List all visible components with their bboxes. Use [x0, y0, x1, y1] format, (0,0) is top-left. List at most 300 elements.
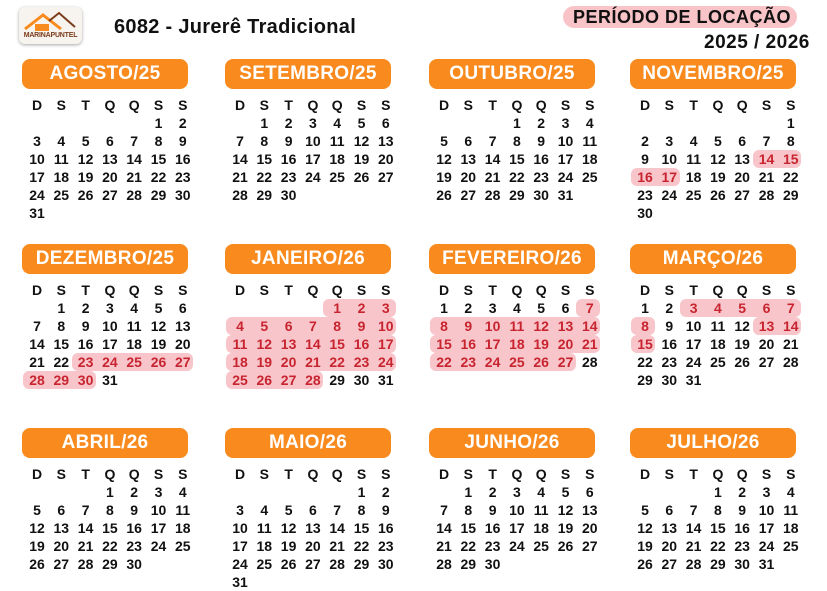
- calendar-day: 29: [509, 187, 525, 203]
- calendar-day: 3: [308, 115, 317, 131]
- weekday-label: S: [381, 282, 391, 298]
- calendar-day: 17: [232, 538, 248, 554]
- calendar-day-rented: 17: [484, 336, 501, 352]
- calendar-day: 12: [353, 133, 370, 149]
- calendar-day-rented: 9: [464, 318, 473, 334]
- calendar-day-rented: 15: [637, 336, 653, 352]
- calendar-day: 23: [734, 538, 750, 554]
- calendar-day: 4: [786, 484, 795, 500]
- calendar-day: 13: [305, 520, 321, 536]
- weekday-label: D: [234, 466, 246, 482]
- calendar-day: 23: [126, 538, 142, 554]
- weekday-label: T: [81, 466, 90, 482]
- logo-text: MARINAPUNTEL: [23, 32, 78, 39]
- month-header: DEZEMBRO/25: [22, 244, 188, 274]
- weekday-label: T: [689, 282, 698, 298]
- calendar-day: 4: [333, 115, 342, 131]
- calendar-day: 3: [488, 300, 497, 316]
- calendar-day: 30: [378, 556, 394, 572]
- calendar-day: 12: [436, 151, 452, 167]
- calendar-day-rented: 23: [353, 354, 370, 370]
- calendar-day: 20: [102, 169, 118, 185]
- calendar-day: 31: [102, 372, 118, 388]
- calendar-day: 20: [53, 538, 70, 554]
- calendar-day: 18: [329, 151, 345, 167]
- calendar-day: 4: [537, 484, 546, 500]
- calendar-day: 3: [512, 484, 521, 500]
- rental-years: 2025 / 2026: [704, 32, 810, 53]
- weekday-label: Q: [104, 282, 116, 298]
- calendar-day: 27: [758, 354, 775, 370]
- calendar-day: 27: [661, 556, 678, 572]
- calendar-day: 11: [175, 502, 191, 518]
- weekday-label: S: [381, 97, 391, 113]
- weekday-label: D: [234, 97, 246, 113]
- weekday-label: Q: [535, 466, 547, 482]
- calendar-day: 26: [637, 556, 653, 572]
- calendar-day-rented: 2: [357, 300, 366, 316]
- weekday-label: Q: [736, 466, 748, 482]
- calendar-day: 26: [710, 187, 726, 203]
- calendar-day: 20: [378, 151, 394, 167]
- calendar-day: 5: [561, 484, 570, 500]
- calendar-day-rented: 13: [557, 318, 574, 334]
- weekday-label: S: [153, 466, 164, 482]
- calendar-day: 9: [488, 502, 497, 518]
- calendar-day: 16: [378, 520, 394, 536]
- calendar-day: 9: [81, 318, 90, 334]
- calendar-day-rented: 14: [582, 318, 598, 334]
- calendar-day-rented: 29: [53, 372, 70, 388]
- calendar-day-rented: 13: [758, 318, 775, 334]
- calendar-day: 2: [488, 484, 497, 500]
- calendar-day: 18: [126, 336, 142, 352]
- calendar-day-rented: 24: [378, 354, 394, 370]
- calendar-day: 23: [280, 169, 297, 185]
- weekday-label: S: [463, 282, 473, 298]
- calendar-day: 8: [260, 133, 269, 149]
- calendar-day-rented: 25: [126, 354, 142, 370]
- month-calendar: [429, 59, 601, 219]
- calendar-day-rented: 17: [378, 336, 394, 352]
- calendar-day: 15: [53, 336, 70, 352]
- calendar-day: 14: [329, 520, 345, 536]
- weekday-label: S: [664, 466, 674, 482]
- weekday-label: S: [560, 466, 571, 482]
- calendar-day: 17: [305, 151, 321, 167]
- month-header: MAIO/26: [225, 428, 391, 458]
- calendar-day: 5: [81, 133, 90, 149]
- calendar-day: 28: [436, 556, 452, 572]
- calendar-day-rented: 4: [713, 300, 722, 316]
- weekday-label: D: [438, 97, 450, 113]
- weekday-label: Q: [331, 466, 343, 482]
- calendar-day: 19: [710, 169, 726, 185]
- calendar-day: 15: [256, 151, 273, 167]
- calendar-day-rented: 27: [557, 354, 574, 370]
- calendar-day: 3: [665, 133, 674, 149]
- calendar-day: 8: [786, 133, 795, 149]
- weekday-label: Q: [331, 97, 343, 113]
- weekday-label: D: [438, 282, 450, 298]
- weekday-label: Q: [712, 282, 724, 298]
- calendar-day: 28: [783, 354, 799, 370]
- calendar-day: 23: [637, 187, 653, 203]
- calendar-day: 30: [280, 187, 297, 203]
- calendar-day: 22: [783, 169, 799, 185]
- calendar-day: 18: [783, 520, 799, 536]
- calendar-day: 28: [685, 556, 702, 572]
- calendar-day: 10: [758, 502, 775, 518]
- calendar-day: 31: [685, 372, 702, 388]
- calendar-day: 24: [305, 169, 321, 185]
- calendar-day-rented: 7: [786, 300, 795, 316]
- calendar-day: 19: [436, 169, 452, 185]
- calendar-day: 16: [77, 336, 94, 352]
- calendar-day: 20: [734, 169, 750, 185]
- calendar-day-rented: 8: [333, 318, 342, 334]
- calendar-day: 14: [232, 151, 248, 167]
- calendar-day: 27: [378, 169, 394, 185]
- calendar-day-rented: 18: [509, 336, 525, 352]
- calendar-day-rented: 21: [305, 354, 321, 370]
- calendar-day: 17: [758, 520, 775, 536]
- calendar-day-rented: 16: [637, 169, 653, 185]
- calendar-day: 15: [150, 151, 167, 167]
- calendar-day: 21: [436, 538, 452, 554]
- calendar-day: 28: [232, 187, 248, 203]
- calendar-day: 5: [357, 115, 366, 131]
- calendar-day: 16: [175, 151, 191, 167]
- calendar-day: 17: [557, 151, 574, 167]
- calendar-day-rented: 14: [783, 318, 799, 334]
- calendar-day: 19: [150, 336, 167, 352]
- calendar-day: 29: [329, 372, 345, 388]
- calendar-day: 21: [329, 538, 345, 554]
- calendar-day: 11: [533, 502, 549, 518]
- calendar-day: 22: [256, 169, 273, 185]
- calendar-day: 14: [77, 520, 94, 536]
- weekday-label: T: [81, 282, 90, 298]
- calendar-day: 26: [557, 538, 574, 554]
- calendar-day: 28: [484, 187, 501, 203]
- calendar-day: 20: [582, 520, 598, 536]
- calendar-day: 19: [29, 538, 45, 554]
- calendar-day: 14: [484, 151, 501, 167]
- calendar-day: 17: [150, 520, 167, 536]
- calendar-day-rented: 28: [29, 372, 45, 388]
- calendar-day: 31: [378, 372, 394, 388]
- calendar-day: 27: [305, 556, 321, 572]
- calendar-day: 14: [29, 336, 45, 352]
- weekday-label: D: [31, 466, 43, 482]
- calendar-day: 20: [460, 169, 477, 185]
- calendar-day-rented: 11: [232, 336, 248, 352]
- calendar-day-rented: 25: [509, 354, 525, 370]
- rental-period-badge: PERÍODO DE LOCAÇÃO: [563, 6, 797, 28]
- calendar-day: 25: [783, 538, 799, 554]
- weekday-label: S: [356, 282, 367, 298]
- weekday-label: Q: [511, 97, 523, 113]
- calendar-day-rented: 25: [232, 372, 248, 388]
- month-header: JANEIRO/26: [225, 244, 391, 274]
- calendar-day: 28: [77, 556, 94, 572]
- calendar-day: 19: [557, 520, 574, 536]
- weekday-label: S: [560, 97, 571, 113]
- calendar-day: 13: [53, 520, 70, 536]
- weekday-label: Q: [307, 466, 319, 482]
- weekday-label: Q: [712, 97, 724, 113]
- calendar-day: 8: [357, 502, 366, 518]
- calendar-day: 28: [582, 354, 598, 370]
- weekday-label: D: [31, 97, 43, 113]
- weekday-label: Q: [511, 466, 523, 482]
- calendar-day: 7: [689, 502, 698, 518]
- calendar-day: 25: [710, 354, 726, 370]
- calendar-day: 13: [460, 151, 477, 167]
- calendar-day: 12: [150, 318, 167, 334]
- calendar-day: 19: [353, 151, 370, 167]
- calendar-day: 3: [33, 133, 41, 149]
- calendar-day: 15: [102, 520, 118, 536]
- calendar-day-rented: 11: [509, 318, 525, 334]
- calendar-day: 7: [762, 133, 771, 149]
- calendar-day: 25: [582, 169, 598, 185]
- calendar-day: 20: [661, 538, 678, 554]
- calendar-day: 2: [284, 115, 293, 131]
- weekday-label: S: [463, 466, 473, 482]
- calendar-day-rented: 23: [460, 354, 477, 370]
- calendar-day-rented: 24: [484, 354, 501, 370]
- calendar-day: 6: [665, 502, 674, 518]
- calendar-day-rented: 24: [102, 354, 118, 370]
- calendar-day: 21: [77, 538, 94, 554]
- calendar-day: 29: [460, 556, 477, 572]
- calendar-day-rented: 27: [280, 372, 297, 388]
- calendar-day: 9: [665, 318, 674, 334]
- calendar-day: 23: [661, 354, 678, 370]
- weekday-label: S: [381, 466, 391, 482]
- calendar-day-rented: 1: [333, 300, 342, 316]
- calendar-day-rented: 10: [378, 318, 394, 334]
- calendar-day-rented: 28: [305, 372, 321, 388]
- calendar-day: 10: [509, 502, 525, 518]
- month-calendar: [630, 244, 802, 404]
- calendar-day: 10: [232, 520, 248, 536]
- calendar-day: 15: [710, 520, 726, 536]
- calendar-day-rented: 14: [758, 151, 775, 167]
- calendar-day: 12: [710, 151, 726, 167]
- calendar-day: 15: [460, 520, 477, 536]
- calendar-day-rented: 19: [256, 354, 273, 370]
- calendar-day: 6: [464, 133, 473, 149]
- calendar-day: 26: [280, 556, 297, 572]
- calendar-day: 8: [57, 318, 66, 334]
- calendar-day: 11: [582, 133, 598, 149]
- weekday-label: Q: [307, 97, 319, 113]
- weekday-label: S: [786, 466, 796, 482]
- calendar-day: 23: [378, 538, 394, 554]
- calendar-day: 22: [353, 538, 370, 554]
- calendar-day: 1: [260, 115, 269, 131]
- weekday-label: T: [284, 282, 293, 298]
- weekday-label: S: [56, 282, 66, 298]
- weekday-label: S: [178, 97, 188, 113]
- calendar-day: 18: [582, 151, 598, 167]
- calendar-day: 28: [329, 556, 345, 572]
- weekday-label: Q: [712, 466, 724, 482]
- calendar-day: 31: [232, 574, 248, 590]
- month-calendar: [429, 244, 601, 404]
- weekday-label: S: [786, 282, 796, 298]
- calendar-day: 1: [713, 484, 722, 500]
- calendar-day: 25: [685, 187, 702, 203]
- weekday-label: S: [56, 97, 66, 113]
- calendar-day-rented: 15: [436, 336, 452, 352]
- calendar-day: 24: [509, 538, 525, 554]
- calendar-day-rented: 8: [440, 318, 448, 334]
- calendar-day: 12: [637, 520, 653, 536]
- weekday-label: T: [284, 466, 293, 482]
- calendar-day: 2: [665, 300, 674, 316]
- calendar-day: 9: [178, 133, 187, 149]
- calendar-day: 21: [484, 169, 501, 185]
- calendar-day: 27: [582, 538, 598, 554]
- calendar-day: 26: [734, 354, 750, 370]
- calendar-day-rented: 3: [381, 300, 390, 316]
- calendar-day: 11: [256, 520, 272, 536]
- calendar-day: 13: [102, 151, 118, 167]
- calendar-day: 7: [130, 133, 139, 149]
- calendar-day: 1: [641, 300, 649, 316]
- calendar-day: 5: [440, 133, 448, 149]
- calendar-day-rented: 20: [557, 336, 574, 352]
- calendar-day: 12: [77, 151, 94, 167]
- weekday-label: Q: [511, 282, 523, 298]
- calendar-day: 4: [178, 484, 187, 500]
- weekday-label: Q: [128, 282, 140, 298]
- weekday-label: S: [761, 466, 772, 482]
- calendar-day: 4: [57, 133, 66, 149]
- calendar-day-rented: 15: [783, 151, 799, 167]
- calendar-day: 11: [710, 318, 726, 334]
- calendar-day: 10: [29, 151, 45, 167]
- weekday-label: Q: [736, 282, 748, 298]
- calendar-day: 25: [53, 187, 70, 203]
- calendar-day: 18: [710, 336, 726, 352]
- calendar-day: 4: [130, 300, 139, 316]
- calendar-day: 21: [29, 354, 45, 370]
- calendar-day-rented: 27: [175, 354, 191, 370]
- calendar-day-rented: 5: [738, 300, 747, 316]
- calendar-day: 23: [484, 538, 501, 554]
- calendar-day: 6: [308, 502, 317, 518]
- calendar-day: 31: [758, 556, 775, 572]
- calendar-day-rented: 8: [641, 318, 649, 334]
- calendar-day: 5: [713, 133, 722, 149]
- calendar-day: 4: [585, 115, 594, 131]
- calendar-day: 3: [105, 300, 114, 316]
- calendar-day: 7: [488, 133, 497, 149]
- calendar-day: 11: [53, 151, 69, 167]
- calendar-day: 9: [738, 502, 747, 518]
- calendar-day: 9: [284, 133, 293, 149]
- calendar-day: 15: [509, 151, 525, 167]
- calendar-day: 16: [661, 336, 678, 352]
- calendar-day: 5: [641, 502, 649, 518]
- calendar-day-rented: 12: [256, 336, 273, 352]
- calendar-day: 6: [57, 502, 66, 518]
- calendar-day: 11: [329, 133, 345, 149]
- calendar-day: 1: [786, 115, 795, 131]
- calendar-day: 31: [29, 205, 45, 221]
- weekday-label: S: [463, 97, 473, 113]
- property-title: 6082 - Jurerê Tradicional: [114, 16, 357, 38]
- calendar-day-rented: 17: [661, 169, 678, 185]
- calendar-day: 6: [105, 133, 114, 149]
- weekday-label: S: [585, 282, 595, 298]
- calendar-day-rented: 13: [280, 336, 297, 352]
- calendar-day: 6: [381, 115, 390, 131]
- weekday-label: Q: [535, 97, 547, 113]
- calendar-day: 2: [130, 484, 139, 500]
- calendar-day-rented: 10: [484, 318, 501, 334]
- calendar-day: 13: [175, 318, 191, 334]
- calendar-day: 11: [686, 151, 701, 167]
- calendar-day: 22: [102, 538, 118, 554]
- calendar-day-rented: 22: [436, 354, 452, 370]
- calendar-day: 25: [175, 538, 191, 554]
- calendar-day: 25: [256, 556, 273, 572]
- calendar-day: 9: [537, 133, 546, 149]
- weekday-label: Q: [307, 282, 319, 298]
- calendar-day: 27: [53, 556, 70, 572]
- calendar-day: 20: [305, 538, 321, 554]
- month-calendar: [22, 59, 194, 219]
- weekday-label: Q: [128, 97, 140, 113]
- month-header: NOVEMBRO/25: [630, 59, 796, 89]
- month-calendar: [630, 59, 802, 219]
- calendar-day: 29: [256, 187, 273, 203]
- calendar-day: 9: [381, 502, 390, 518]
- calendar-day: 2: [81, 300, 90, 316]
- calendar-day: 6: [561, 300, 570, 316]
- calendar-day: 8: [512, 133, 521, 149]
- calendar-day: 14: [436, 520, 452, 536]
- calendar-day: 10: [685, 318, 702, 334]
- calendar-day: 30: [637, 205, 653, 221]
- calendar-day: 24: [557, 169, 574, 185]
- calendar-day: 30: [661, 372, 678, 388]
- calendar-day: 29: [353, 556, 370, 572]
- calendar-day: 19: [77, 169, 94, 185]
- calendar-day-rented: 12: [533, 318, 549, 334]
- weekday-label: T: [488, 282, 497, 298]
- weekday-label: S: [761, 282, 772, 298]
- calendar-day: 17: [509, 520, 525, 536]
- calendar-day: 24: [661, 187, 678, 203]
- calendar-day: 12: [29, 520, 45, 536]
- month-calendar: [225, 428, 397, 588]
- calendar-day-rented: 14: [305, 336, 321, 352]
- weekday-label: D: [639, 466, 651, 482]
- calendar-day: 7: [33, 318, 41, 334]
- weekday-label: Q: [104, 466, 116, 482]
- calendar-day: 4: [260, 502, 269, 518]
- weekday-label: D: [639, 282, 651, 298]
- weekday-label: Q: [736, 97, 748, 113]
- calendar-day: 16: [280, 151, 297, 167]
